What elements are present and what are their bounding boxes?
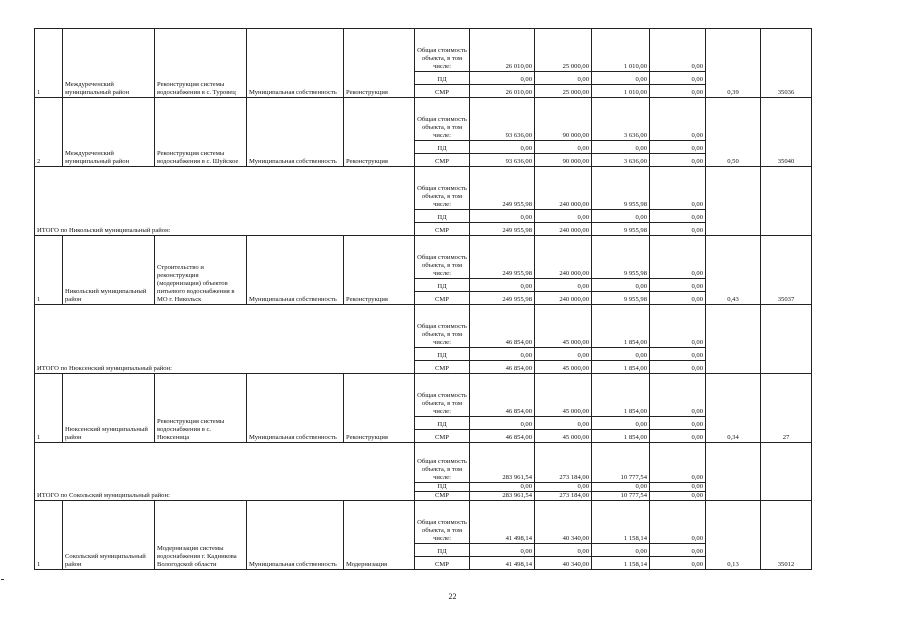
cost-type-label: Общая стоимость объекта, в том числе: bbox=[415, 236, 470, 279]
cost-type-label: Общая стоимость объекта, в том числе: bbox=[415, 167, 470, 210]
amount-cell: 1 854,00 bbox=[592, 305, 650, 348]
margin-mark bbox=[1, 579, 4, 580]
cost-type-label: СМР bbox=[415, 85, 470, 98]
amount-cell: 0,00 bbox=[470, 279, 535, 292]
district-name: Междуреченский муниципальный район bbox=[63, 98, 155, 167]
amount-cell: 273 184,00 bbox=[535, 443, 592, 483]
amount-cell: 0,00 bbox=[650, 72, 706, 85]
amount-cell: 40 340,00 bbox=[535, 557, 592, 570]
investment-objects-table bbox=[34, 28, 812, 570]
amount-cell: 0,00 bbox=[592, 210, 650, 223]
amount-cell: 0,00 bbox=[650, 557, 706, 570]
amount-cell: 0,00 bbox=[535, 348, 592, 361]
row-number: 1 bbox=[35, 236, 63, 305]
row-number: 1 bbox=[35, 29, 63, 98]
amount-cell: 0,00 bbox=[470, 348, 535, 361]
district-name: Сокольский муниципальный район bbox=[63, 501, 155, 570]
amount-cell: 0,00 bbox=[650, 154, 706, 167]
amount-cell: 0,00 bbox=[650, 141, 706, 154]
table-row bbox=[35, 236, 812, 279]
amount-cell: 0,00 bbox=[650, 443, 706, 483]
cost-type-label: ПД bbox=[415, 210, 470, 223]
amount-cell: 93 636,00 bbox=[470, 98, 535, 141]
amount-cell: 0,00 bbox=[470, 72, 535, 85]
amount-cell: 1 854,00 bbox=[592, 361, 650, 374]
total-title: ИТОГО по Никольский муниципальный район: bbox=[35, 167, 415, 236]
total-row bbox=[35, 167, 812, 210]
empty-cell bbox=[706, 167, 761, 236]
ownership-type: Муниципальная собственность bbox=[247, 29, 344, 98]
cost-type-label: СМР bbox=[415, 292, 470, 305]
ratio-value: 0,39 bbox=[706, 29, 761, 98]
amount-cell: 9 955,98 bbox=[592, 236, 650, 279]
amount-cell: 0,00 bbox=[470, 417, 535, 430]
object-name: Модернизация системы водоснабжения г. Кадникова Вологодской области bbox=[155, 501, 247, 570]
amount-cell: 0,00 bbox=[650, 223, 706, 236]
amount-cell: 0,00 bbox=[535, 72, 592, 85]
table-row bbox=[35, 501, 812, 544]
table-row bbox=[35, 374, 812, 417]
cost-type-label: СМР bbox=[415, 154, 470, 167]
ratio-value: 0,50 bbox=[706, 98, 761, 167]
row-number: 1 bbox=[35, 374, 63, 443]
amount-cell: 0,00 bbox=[650, 85, 706, 98]
empty-cell bbox=[706, 443, 761, 501]
amount-cell: 45 000,00 bbox=[535, 361, 592, 374]
amount-cell: 1 158,14 bbox=[592, 557, 650, 570]
cost-type-label: СМР bbox=[415, 223, 470, 236]
amount-cell: 0,00 bbox=[650, 492, 706, 501]
amount-cell: 0,00 bbox=[650, 98, 706, 141]
amount-cell: 3 636,00 bbox=[592, 98, 650, 141]
amount-cell: 240 000,00 bbox=[535, 223, 592, 236]
amount-cell: 40 340,00 bbox=[535, 501, 592, 544]
amount-cell: 9 955,98 bbox=[592, 292, 650, 305]
amount-cell: 0,00 bbox=[650, 483, 706, 492]
cost-type-label: СМР bbox=[415, 492, 470, 501]
amount-cell: 0,00 bbox=[650, 292, 706, 305]
amount-cell: 25 000,00 bbox=[535, 29, 592, 72]
amount-cell: 0,00 bbox=[650, 348, 706, 361]
amount-cell: 26 010,00 bbox=[470, 85, 535, 98]
amount-cell: 0,00 bbox=[470, 210, 535, 223]
row-number: 2 bbox=[35, 98, 63, 167]
amount-cell: 0,00 bbox=[650, 501, 706, 544]
empty-cell bbox=[761, 443, 812, 501]
amount-cell: 90 000,00 bbox=[535, 154, 592, 167]
amount-cell: 46 854,00 bbox=[470, 430, 535, 443]
amount-cell: 46 854,00 bbox=[470, 361, 535, 374]
cost-type-label: СМР bbox=[415, 361, 470, 374]
empty-cell bbox=[706, 305, 761, 374]
amount-cell: 0,00 bbox=[592, 348, 650, 361]
amount-cell: 0,00 bbox=[535, 141, 592, 154]
cost-type-label: ПД bbox=[415, 417, 470, 430]
amount-cell: 0,00 bbox=[592, 417, 650, 430]
cost-type-label: Общая стоимость объекта, в том числе: bbox=[415, 98, 470, 141]
amount-cell: 0,00 bbox=[535, 279, 592, 292]
amount-cell: 41 498,14 bbox=[470, 501, 535, 544]
object-name: Строительство и реконструкция (модернизация) объектов питьевого водоснабжения в МО г. Никольск bbox=[155, 236, 247, 305]
amount-cell: 1 010,00 bbox=[592, 85, 650, 98]
district-name: Междуреченский муниципальный район bbox=[63, 29, 155, 98]
amount-cell: 0,00 bbox=[650, 305, 706, 348]
total-title: ИТОГО по Нюксенский муниципальный район: bbox=[35, 305, 415, 374]
amount-cell: 0,00 bbox=[650, 374, 706, 417]
total-row bbox=[35, 305, 812, 348]
amount-cell: 1 854,00 bbox=[592, 374, 650, 417]
cost-type-label: Общая стоимость объекта, в том числе: bbox=[415, 501, 470, 544]
amount-cell: 249 955,98 bbox=[470, 167, 535, 210]
work-type: Реконструкция bbox=[344, 29, 415, 98]
table-row bbox=[35, 29, 812, 72]
district-name: Никольский муниципальный район bbox=[63, 236, 155, 305]
object-name: Реконструкция системы водоснабжения в с. Нюксеница bbox=[155, 374, 247, 443]
ownership-type: Муниципальная собственность bbox=[247, 98, 344, 167]
object-name: Реконструкция системы водоснабжения в с. Туровец bbox=[155, 29, 247, 98]
total-row bbox=[35, 443, 812, 483]
amount-cell: 0,00 bbox=[592, 72, 650, 85]
object-code: 27 bbox=[761, 374, 812, 443]
ownership-type: Муниципальная собственность bbox=[247, 501, 344, 570]
cost-type-label: ПД bbox=[415, 72, 470, 85]
ratio-value: 0,34 bbox=[706, 374, 761, 443]
amount-cell: 0,00 bbox=[535, 544, 592, 557]
amount-cell: 1 158,14 bbox=[592, 501, 650, 544]
amount-cell: 0,00 bbox=[592, 141, 650, 154]
amount-cell: 240 000,00 bbox=[535, 236, 592, 279]
object-code: 35036 bbox=[761, 29, 812, 98]
work-type: Реконструкция bbox=[344, 374, 415, 443]
amount-cell: 0,00 bbox=[650, 279, 706, 292]
amount-cell: 0,00 bbox=[650, 361, 706, 374]
amount-cell: 45 000,00 bbox=[535, 305, 592, 348]
amount-cell: 273 184,00 bbox=[535, 492, 592, 501]
work-type: Реконструкция bbox=[344, 236, 415, 305]
cost-type-label: СМР bbox=[415, 430, 470, 443]
amount-cell: 0,00 bbox=[650, 29, 706, 72]
amount-cell: 0,00 bbox=[470, 483, 535, 492]
cost-type-label: СМР bbox=[415, 557, 470, 570]
cost-type-label: Общая стоимость объекта, в том числе: bbox=[415, 443, 470, 483]
amount-cell: 240 000,00 bbox=[535, 167, 592, 210]
object-code: 35040 bbox=[761, 98, 812, 167]
amount-cell: 41 498,14 bbox=[470, 557, 535, 570]
amount-cell: 9 955,98 bbox=[592, 223, 650, 236]
amount-cell: 0,00 bbox=[650, 167, 706, 210]
amount-cell: 0,00 bbox=[535, 483, 592, 492]
amount-cell: 1 010,00 bbox=[592, 29, 650, 72]
amount-cell: 0,00 bbox=[650, 210, 706, 223]
amount-cell: 3 636,00 bbox=[592, 154, 650, 167]
ratio-value: 0,13 bbox=[706, 501, 761, 570]
cost-type-label: Общая стоимость объекта, в том числе: bbox=[415, 305, 470, 348]
amount-cell: 0,00 bbox=[535, 417, 592, 430]
amount-cell: 46 854,00 bbox=[470, 374, 535, 417]
amount-cell: 0,00 bbox=[535, 210, 592, 223]
table-row bbox=[35, 98, 812, 141]
amount-cell: 283 961,54 bbox=[470, 443, 535, 483]
work-type: Модернизация bbox=[344, 501, 415, 570]
amount-cell: 25 000,00 bbox=[535, 85, 592, 98]
empty-cell bbox=[761, 167, 812, 236]
amount-cell: 1 854,00 bbox=[592, 430, 650, 443]
page-number: 22 bbox=[448, 592, 457, 601]
amount-cell: 249 955,98 bbox=[470, 292, 535, 305]
amount-cell: 0,00 bbox=[650, 417, 706, 430]
cost-type-label: ПД bbox=[415, 483, 470, 492]
amount-cell: 249 955,98 bbox=[470, 236, 535, 279]
amount-cell: 0,00 bbox=[592, 279, 650, 292]
cost-type-label: Общая стоимость объекта, в том числе: bbox=[415, 374, 470, 417]
district-name: Нюксенский муниципальный район bbox=[63, 374, 155, 443]
amount-cell: 0,00 bbox=[470, 141, 535, 154]
work-type: Реконструкция bbox=[344, 98, 415, 167]
amount-cell: 0,00 bbox=[650, 430, 706, 443]
ratio-value: 0,43 bbox=[706, 236, 761, 305]
amount-cell: 26 010,00 bbox=[470, 29, 535, 72]
amount-cell: 240 000,00 bbox=[535, 292, 592, 305]
cost-type-label: ПД bbox=[415, 348, 470, 361]
object-name: Реконструкция системы водоснабжения в с. Шуйское bbox=[155, 98, 247, 167]
amount-cell: 283 961,54 bbox=[470, 492, 535, 501]
row-number: 1 bbox=[35, 501, 63, 570]
cost-type-label: ПД bbox=[415, 141, 470, 154]
amount-cell: 0,00 bbox=[592, 544, 650, 557]
amount-cell: 0,00 bbox=[650, 236, 706, 279]
object-code: 35037 bbox=[761, 236, 812, 305]
cost-type-label: ПД bbox=[415, 279, 470, 292]
amount-cell: 46 854,00 bbox=[470, 305, 535, 348]
amount-cell: 93 636,00 bbox=[470, 154, 535, 167]
ownership-type: Муниципальная собственность bbox=[247, 374, 344, 443]
amount-cell: 9 955,98 bbox=[592, 167, 650, 210]
amount-cell: 10 777,54 bbox=[592, 443, 650, 483]
amount-cell: 0,00 bbox=[470, 544, 535, 557]
amount-cell: 249 955,98 bbox=[470, 223, 535, 236]
amount-cell: 10 777,54 bbox=[592, 492, 650, 501]
empty-cell bbox=[761, 305, 812, 374]
total-title: ИТОГО по Сокольский муниципальный район: bbox=[35, 443, 415, 501]
amount-cell: 0,00 bbox=[650, 544, 706, 557]
ownership-type: Муниципальная собственность bbox=[247, 236, 344, 305]
amount-cell: 45 000,00 bbox=[535, 430, 592, 443]
object-code: 35012 bbox=[761, 501, 812, 570]
amount-cell: 45 000,00 bbox=[535, 374, 592, 417]
cost-type-label: ПД bbox=[415, 544, 470, 557]
amount-cell: 0,00 bbox=[592, 483, 650, 492]
cost-type-label: Общая стоимость объекта, в том числе: bbox=[415, 29, 470, 72]
amount-cell: 90 000,00 bbox=[535, 98, 592, 141]
